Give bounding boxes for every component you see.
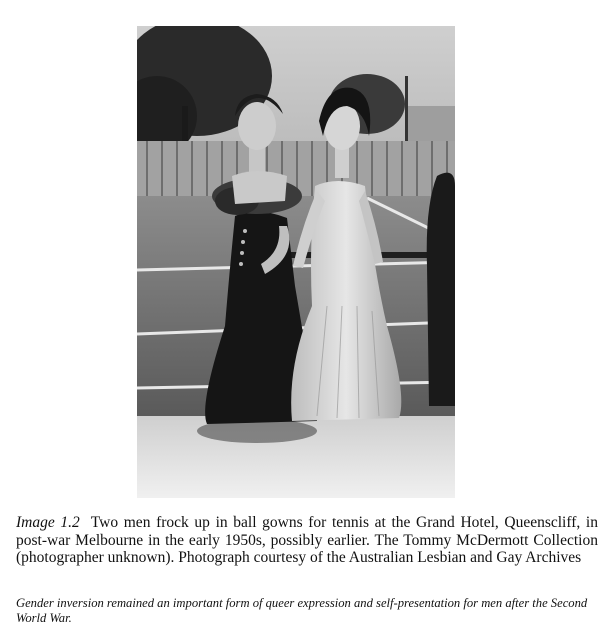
figure-label: Image 1.2 — [16, 514, 80, 531]
archival-photograph — [137, 26, 455, 498]
figure-caption-text: Two men frock up in ball gowns for tennis at the Grand Hotel, Queenscliff, in post-war Melbourne in the early 1950s, possibly earlier. The Tommy McDermott Collection (photographer unknown). Photograph courtesy of the Australian Lesbian and Gay Archives — [16, 514, 598, 567]
figure-caption — [16, 514, 598, 567]
figure-note: Gender inversion remained an important form of queer expression and self-presentation for men after the Second World War. — [16, 596, 588, 626]
